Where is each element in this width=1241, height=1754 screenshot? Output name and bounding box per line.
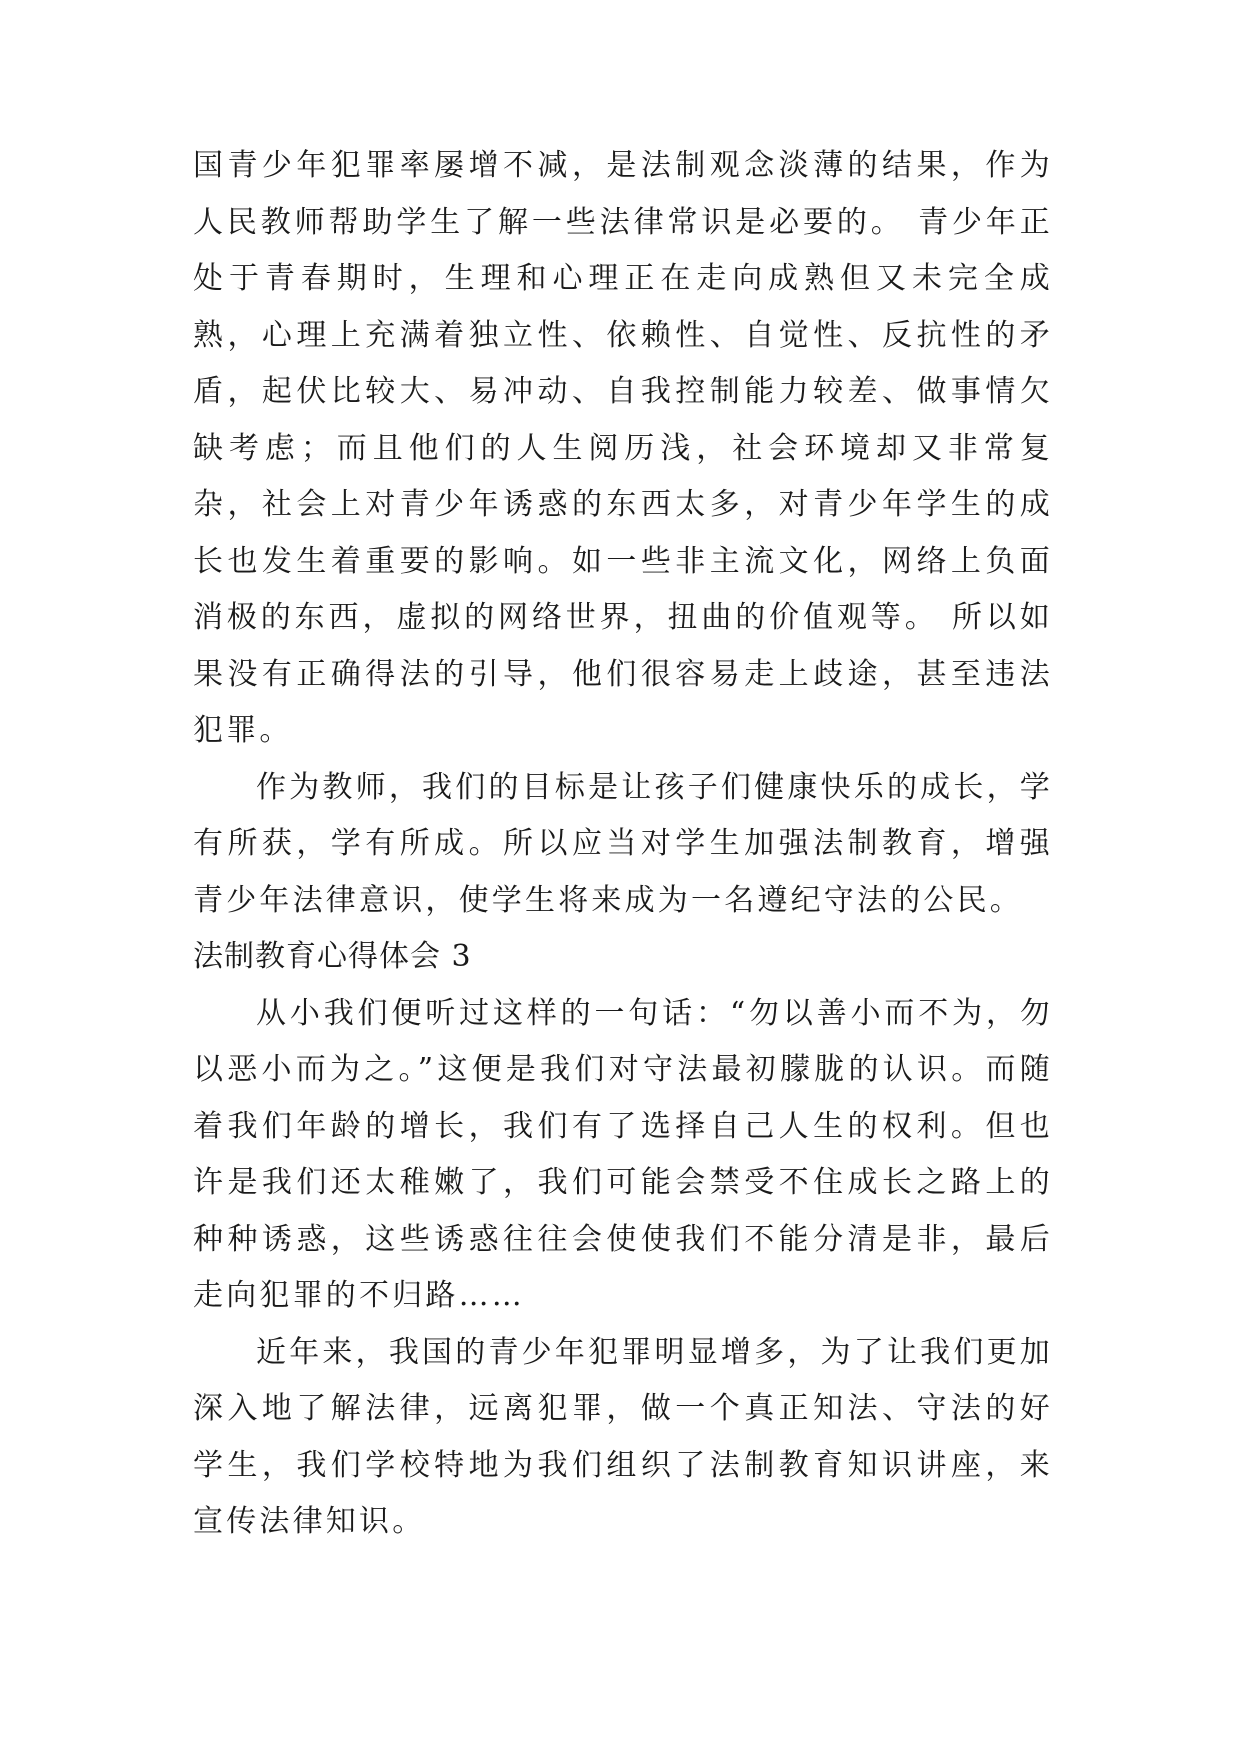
section-heading: 法制教育心得体会 3 [193, 939, 472, 974]
paragraph-teacher-goal: 作为教师，我们的目标是让孩子们健康快乐的成长，学有所获，学有所成。所以应当对学生加强法制教育，增强青少年法律意识，使学生将来成为一名遵纪守法的公民。 [193, 769, 1053, 918]
paragraph-childhood-saying: 从小我们便听过这样的一句话：“勿以善小而不为，勿以恶小而为之。”这便是我们对守法最初朦胧的认识。而随着我们年龄的增长，我们有了选择自己人生的权利。但也许是我们还太稚嫩了，我们可能会禁受不住成长之路上的种种诱惑，这些诱惑往往会使使我们不能分清是非，最后走向犯罪的不归路…… [193, 995, 1053, 1313]
paragraph-recent-years: 近年来，我国的青少年犯罪明显增多，为了让我们更加深入地了解法律，远离犯罪，做一个真正知法、守法的好学生，我们学校特地为我们组织了法制教育知识讲座，来宣传法律知识。 [193, 1334, 1053, 1539]
document-body [193, 138, 1053, 1551]
paragraph-continued: 国青少年犯罪率屡增不减，是法制观念淡薄的结果，作为人民教师帮助学生了解一些法律常识是必要的。 青少年正处于青春期时，生理和心理正在走向成熟但又未完全成熟，心理上充满着独立性、依赖性、自觉性、反抗性的矛盾，起伏比较大、易冲动、自我控制能力较差、做事情欠缺考虑；而且他们的人生阅历浅，社会环境却又非常复杂，社会上对青少年诱惑的东西太多，对青少年学生的成长也发生着重要的影响。如一些非主流文化，网络上负面消极的东西，虚拟的网络世界，扭曲的价值观等。 所以如果没有正确得法的引导，他们很容易走上歧途，甚至违法犯罪。 [193, 148, 1053, 748]
